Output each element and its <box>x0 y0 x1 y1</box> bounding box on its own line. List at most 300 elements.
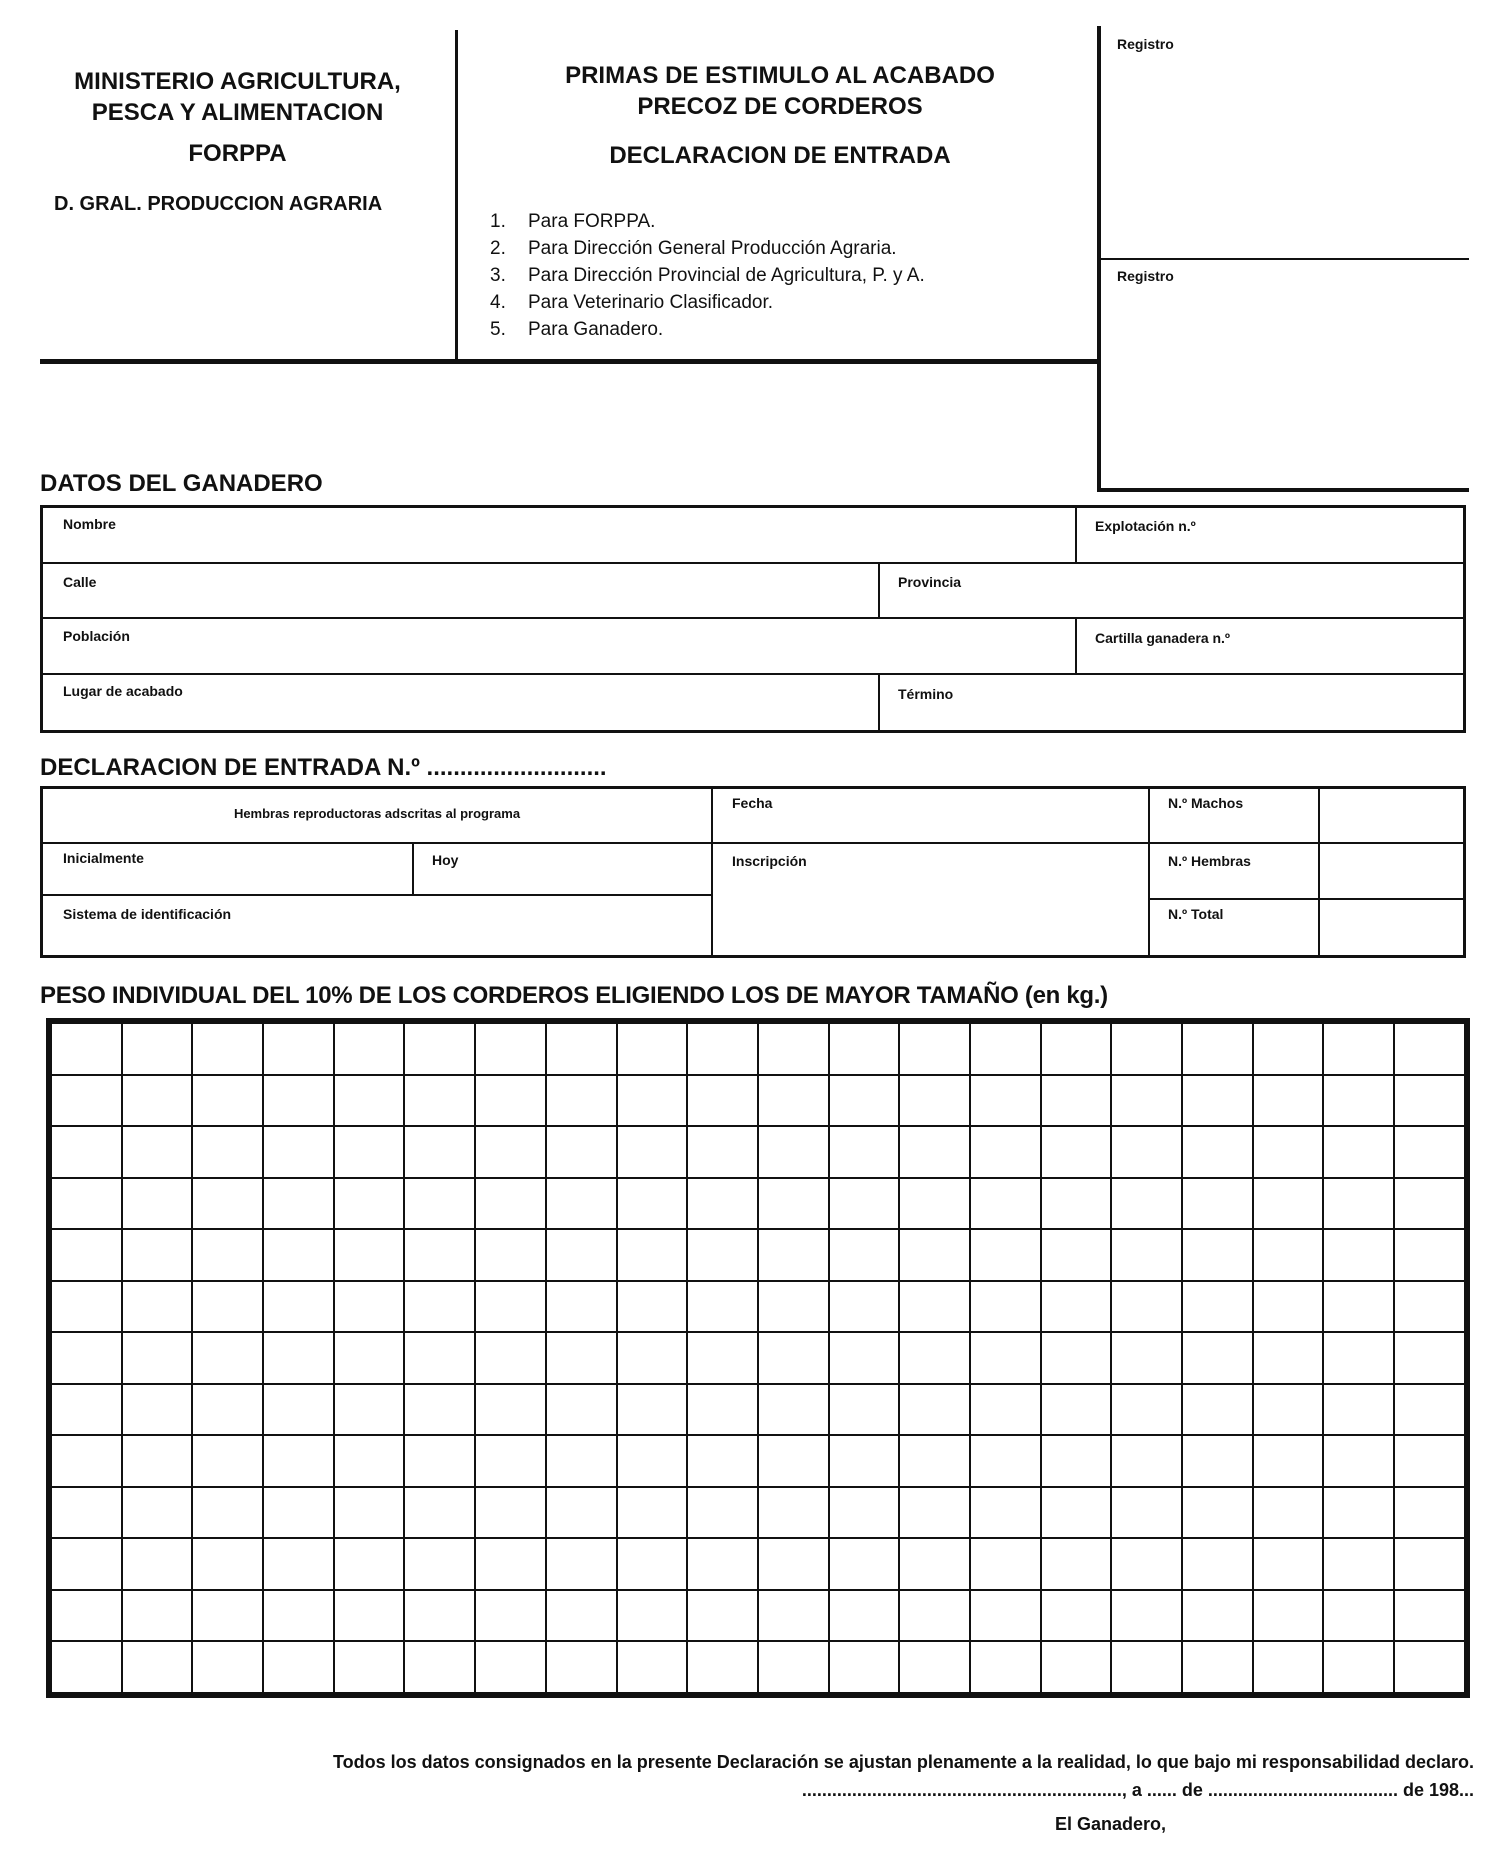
hembras-label: N.º Hembras <box>1168 853 1251 869</box>
peso-cell[interactable] <box>334 1281 405 1333</box>
peso-cell[interactable] <box>122 1178 193 1230</box>
peso-row <box>51 1487 1465 1539</box>
peso-cell[interactable] <box>51 1487 122 1539</box>
peso-cell[interactable] <box>404 1435 475 1487</box>
peso-cell[interactable] <box>1323 1641 1394 1693</box>
peso-cell[interactable] <box>475 1435 546 1487</box>
peso-cell[interactable] <box>617 1435 688 1487</box>
peso-cell[interactable] <box>1041 1332 1112 1384</box>
peso-cell[interactable] <box>263 1023 334 1075</box>
doc-type: DECLARACION DE ENTRADA <box>609 142 951 169</box>
peso-cell[interactable] <box>546 1023 617 1075</box>
peso-cell[interactable] <box>899 1590 970 1642</box>
peso-cell[interactable] <box>899 1178 970 1230</box>
peso-cell[interactable] <box>1253 1178 1324 1230</box>
peso-cell[interactable] <box>122 1023 193 1075</box>
peso-cell[interactable] <box>1394 1590 1465 1642</box>
peso-cell[interactable] <box>1111 1487 1182 1539</box>
sistema-identificacion-field[interactable] <box>63 924 703 952</box>
peso-cell[interactable] <box>1253 1538 1324 1590</box>
peso-cell[interactable] <box>899 1229 970 1281</box>
peso-cell[interactable] <box>1041 1178 1112 1230</box>
peso-cell[interactable] <box>192 1075 263 1127</box>
peso-cell[interactable] <box>404 1178 475 1230</box>
peso-cell[interactable] <box>899 1538 970 1590</box>
peso-cell[interactable] <box>970 1126 1041 1178</box>
peso-cell[interactable] <box>263 1126 334 1178</box>
peso-cell[interactable] <box>1394 1075 1465 1127</box>
peso-cell[interactable] <box>899 1023 970 1075</box>
peso-cell[interactable] <box>1182 1435 1253 1487</box>
peso-cell[interactable] <box>687 1075 758 1127</box>
total-field[interactable] <box>1322 902 1462 954</box>
peso-cell[interactable] <box>617 1229 688 1281</box>
peso-cell[interactable] <box>334 1641 405 1693</box>
peso-cell[interactable] <box>970 1641 1041 1693</box>
row-separator <box>713 842 1148 844</box>
peso-cell[interactable] <box>687 1023 758 1075</box>
peso-cell[interactable] <box>758 1487 829 1539</box>
peso-cell[interactable] <box>546 1590 617 1642</box>
peso-cell[interactable] <box>1394 1023 1465 1075</box>
peso-cell[interactable] <box>51 1538 122 1590</box>
peso-cell[interactable] <box>829 1538 900 1590</box>
peso-cell[interactable] <box>1253 1332 1324 1384</box>
peso-cell[interactable] <box>1111 1075 1182 1127</box>
peso-cell[interactable] <box>404 1075 475 1127</box>
peso-cell[interactable] <box>1182 1487 1253 1539</box>
peso-cell[interactable] <box>334 1538 405 1590</box>
peso-cell[interactable] <box>1182 1538 1253 1590</box>
peso-cell[interactable] <box>829 1126 900 1178</box>
peso-cell[interactable] <box>404 1641 475 1693</box>
peso-cell[interactable] <box>122 1538 193 1590</box>
peso-cell[interactable] <box>899 1126 970 1178</box>
peso-cell[interactable] <box>51 1281 122 1333</box>
peso-cell[interactable] <box>1253 1590 1324 1642</box>
peso-cell[interactable] <box>404 1126 475 1178</box>
peso-cell[interactable] <box>970 1281 1041 1333</box>
peso-cell[interactable] <box>546 1487 617 1539</box>
peso-cell[interactable] <box>334 1590 405 1642</box>
peso-cell[interactable] <box>899 1487 970 1539</box>
peso-cell[interactable] <box>1253 1435 1324 1487</box>
col-separator <box>878 674 880 730</box>
peso-cell[interactable] <box>1182 1178 1253 1230</box>
peso-cell[interactable] <box>1323 1178 1394 1230</box>
peso-cell[interactable] <box>970 1538 1041 1590</box>
peso-cell[interactable] <box>404 1023 475 1075</box>
peso-cell[interactable] <box>546 1384 617 1436</box>
peso-cell[interactable] <box>1323 1281 1394 1333</box>
peso-cell[interactable] <box>1041 1126 1112 1178</box>
peso-cell[interactable] <box>475 1178 546 1230</box>
peso-cell[interactable] <box>546 1126 617 1178</box>
peso-row <box>51 1538 1465 1590</box>
peso-cell[interactable] <box>617 1075 688 1127</box>
peso-cell[interactable] <box>334 1178 405 1230</box>
peso-cell[interactable] <box>263 1384 334 1436</box>
peso-cell[interactable] <box>1111 1641 1182 1693</box>
peso-cell[interactable] <box>546 1332 617 1384</box>
peso-cell[interactable] <box>122 1126 193 1178</box>
peso-cell[interactable] <box>1323 1384 1394 1436</box>
peso-cell[interactable] <box>758 1281 829 1333</box>
peso-cell[interactable] <box>1041 1281 1112 1333</box>
peso-cell[interactable] <box>546 1178 617 1230</box>
peso-cell[interactable] <box>1182 1126 1253 1178</box>
peso-cell[interactable] <box>1111 1590 1182 1642</box>
peso-cell[interactable] <box>334 1126 405 1178</box>
peso-cell[interactable] <box>263 1641 334 1693</box>
peso-cell[interactable] <box>1111 1538 1182 1590</box>
peso-cell[interactable] <box>1394 1435 1465 1487</box>
poblacion-label: Población <box>63 628 130 644</box>
peso-cell[interactable] <box>334 1023 405 1075</box>
peso-cell[interactable] <box>1041 1641 1112 1693</box>
peso-cell[interactable] <box>829 1487 900 1539</box>
peso-cell[interactable] <box>970 1178 1041 1230</box>
provincia-label: Provincia <box>898 574 962 590</box>
peso-cell[interactable] <box>758 1023 829 1075</box>
peso-cell[interactable] <box>1394 1281 1465 1333</box>
peso-cell[interactable] <box>829 1023 900 1075</box>
peso-cell[interactable] <box>192 1435 263 1487</box>
peso-cell[interactable] <box>758 1590 829 1642</box>
peso-cell[interactable] <box>970 1075 1041 1127</box>
place-date-line[interactable]: ................................................................, a ...... de ...................................... de 198... <box>801 1780 1474 1800</box>
peso-cell[interactable] <box>192 1023 263 1075</box>
peso-cell[interactable] <box>546 1229 617 1281</box>
peso-cell[interactable] <box>334 1435 405 1487</box>
peso-cell[interactable] <box>687 1435 758 1487</box>
peso-cell[interactable] <box>1182 1332 1253 1384</box>
peso-cell[interactable] <box>1111 1023 1182 1075</box>
peso-cell[interactable] <box>1041 1435 1112 1487</box>
col-separator <box>878 563 880 618</box>
peso-cell[interactable] <box>1394 1641 1465 1693</box>
peso-cell[interactable] <box>475 1487 546 1539</box>
peso-cell[interactable] <box>1323 1538 1394 1590</box>
peso-cell[interactable] <box>970 1590 1041 1642</box>
peso-cell[interactable] <box>829 1590 900 1642</box>
peso-cell[interactable] <box>263 1538 334 1590</box>
peso-cell[interactable] <box>404 1332 475 1384</box>
peso-cell[interactable] <box>1111 1126 1182 1178</box>
peso-cell[interactable] <box>1182 1075 1253 1127</box>
peso-cell[interactable] <box>758 1075 829 1127</box>
peso-cell[interactable] <box>617 1641 688 1693</box>
peso-cell[interactable] <box>617 1538 688 1590</box>
peso-cell[interactable] <box>475 1075 546 1127</box>
peso-cell[interactable] <box>51 1126 122 1178</box>
fecha-field[interactable] <box>732 813 1137 838</box>
peso-cell[interactable] <box>546 1538 617 1590</box>
peso-cell[interactable] <box>192 1281 263 1333</box>
peso-cell[interactable] <box>899 1435 970 1487</box>
machos-label: N.º Machos <box>1168 795 1244 811</box>
peso-cell[interactable] <box>334 1384 405 1436</box>
peso-cell[interactable] <box>51 1641 122 1693</box>
peso-cell[interactable] <box>687 1178 758 1230</box>
peso-cell[interactable] <box>475 1384 546 1436</box>
inscripcion-field[interactable] <box>732 872 1137 952</box>
peso-cell[interactable] <box>1041 1384 1112 1436</box>
lugar-acabado-field[interactable] <box>63 701 868 727</box>
peso-cell[interactable] <box>404 1281 475 1333</box>
explotacion-field[interactable] <box>1095 537 1455 559</box>
peso-cell[interactable] <box>829 1229 900 1281</box>
peso-cell[interactable] <box>829 1075 900 1127</box>
peso-cell[interactable] <box>617 1384 688 1436</box>
peso-row <box>51 1178 1465 1230</box>
peso-cell[interactable] <box>51 1229 122 1281</box>
termino-label: Término <box>898 686 954 702</box>
copy-item: 2. Para Dirección General Producción Agraria. <box>490 238 897 259</box>
peso-cell[interactable] <box>829 1384 900 1436</box>
peso-cell[interactable] <box>122 1590 193 1642</box>
peso-cell[interactable] <box>263 1332 334 1384</box>
peso-cell[interactable] <box>1111 1332 1182 1384</box>
peso-cell[interactable] <box>1253 1075 1324 1127</box>
peso-cell[interactable] <box>1323 1487 1394 1539</box>
peso-cell[interactable] <box>1111 1229 1182 1281</box>
peso-cell[interactable] <box>829 1641 900 1693</box>
peso-cell[interactable] <box>546 1281 617 1333</box>
peso-cell[interactable] <box>1394 1332 1465 1384</box>
peso-cell[interactable] <box>475 1229 546 1281</box>
registro-field-1[interactable] <box>1117 60 1457 255</box>
termino-field[interactable] <box>898 704 1453 728</box>
nombre-field[interactable] <box>63 535 1068 559</box>
peso-cell[interactable] <box>192 1641 263 1693</box>
peso-cell[interactable] <box>758 1538 829 1590</box>
poblacion-field[interactable] <box>63 646 1068 670</box>
peso-cell[interactable] <box>829 1178 900 1230</box>
peso-cell[interactable] <box>404 1384 475 1436</box>
peso-cell[interactable] <box>1253 1126 1324 1178</box>
peso-cell[interactable] <box>617 1281 688 1333</box>
peso-cell[interactable] <box>758 1229 829 1281</box>
peso-cell[interactable] <box>1323 1075 1394 1127</box>
peso-cell[interactable] <box>51 1332 122 1384</box>
peso-cell[interactable] <box>617 1126 688 1178</box>
peso-cell[interactable] <box>122 1075 193 1127</box>
peso-cell[interactable] <box>122 1435 193 1487</box>
peso-cell[interactable] <box>51 1075 122 1127</box>
provincia-field[interactable] <box>898 592 1453 614</box>
peso-cell[interactable] <box>1253 1023 1324 1075</box>
peso-cell[interactable] <box>404 1590 475 1642</box>
peso-cell[interactable] <box>1394 1178 1465 1230</box>
peso-cell[interactable] <box>263 1229 334 1281</box>
peso-cell[interactable] <box>687 1487 758 1539</box>
peso-cell[interactable] <box>829 1435 900 1487</box>
hembras-field[interactable] <box>1322 846 1462 896</box>
peso-cell[interactable] <box>687 1332 758 1384</box>
cartilla-label: Cartilla ganadera n.º <box>1095 630 1231 646</box>
peso-cell[interactable] <box>192 1538 263 1590</box>
peso-cell[interactable] <box>546 1435 617 1487</box>
peso-cell[interactable] <box>263 1281 334 1333</box>
peso-cell[interactable] <box>475 1332 546 1384</box>
peso-cell[interactable] <box>334 1229 405 1281</box>
peso-cell[interactable] <box>758 1178 829 1230</box>
peso-cell[interactable] <box>263 1590 334 1642</box>
peso-cell[interactable] <box>51 1023 122 1075</box>
peso-cell[interactable] <box>122 1281 193 1333</box>
peso-cell[interactable] <box>829 1281 900 1333</box>
peso-cell[interactable] <box>1394 1126 1465 1178</box>
peso-cell[interactable] <box>404 1538 475 1590</box>
peso-cell[interactable] <box>1394 1538 1465 1590</box>
peso-cell[interactable] <box>758 1435 829 1487</box>
peso-cell[interactable] <box>1182 1229 1253 1281</box>
peso-cell[interactable] <box>687 1590 758 1642</box>
peso-cell[interactable] <box>404 1229 475 1281</box>
peso-cell[interactable] <box>617 1487 688 1539</box>
peso-cell[interactable] <box>829 1332 900 1384</box>
cartilla-field[interactable] <box>1095 648 1455 670</box>
peso-cell[interactable] <box>758 1126 829 1178</box>
peso-cell[interactable] <box>1394 1384 1465 1436</box>
peso-cell[interactable] <box>546 1641 617 1693</box>
peso-cell[interactable] <box>687 1281 758 1333</box>
peso-cell[interactable] <box>263 1075 334 1127</box>
peso-cell[interactable] <box>970 1384 1041 1436</box>
peso-row <box>51 1332 1465 1384</box>
peso-cell[interactable] <box>122 1487 193 1539</box>
peso-cell[interactable] <box>758 1384 829 1436</box>
peso-cell[interactable] <box>687 1538 758 1590</box>
peso-cell[interactable] <box>1323 1590 1394 1642</box>
peso-cell[interactable] <box>51 1178 122 1230</box>
peso-cell[interactable] <box>617 1590 688 1642</box>
peso-cell[interactable] <box>758 1641 829 1693</box>
peso-cell[interactable] <box>970 1023 1041 1075</box>
peso-cell[interactable] <box>1041 1590 1112 1642</box>
peso-cell[interactable] <box>51 1384 122 1436</box>
peso-cell[interactable] <box>546 1075 617 1127</box>
peso-cell[interactable] <box>1323 1023 1394 1075</box>
declaration-statement: Todos los datos consignados en la presente Declaración se ajustan plenamente a la realidad, lo que bajo mi responsabilidad declaro. <box>333 1752 1474 1772</box>
inicialmente-field[interactable] <box>63 868 403 890</box>
peso-cell[interactable] <box>192 1487 263 1539</box>
peso-cell[interactable] <box>263 1487 334 1539</box>
peso-cell[interactable] <box>970 1229 1041 1281</box>
peso-cell[interactable] <box>1253 1384 1324 1436</box>
peso-cell[interactable] <box>1111 1281 1182 1333</box>
peso-cell[interactable] <box>1323 1229 1394 1281</box>
peso-cell[interactable] <box>1182 1384 1253 1436</box>
peso-cell[interactable] <box>1323 1126 1394 1178</box>
hoy-label: Hoy <box>432 852 459 868</box>
peso-cell[interactable] <box>192 1384 263 1436</box>
peso-cell[interactable] <box>475 1641 546 1693</box>
peso-cell[interactable] <box>192 1126 263 1178</box>
peso-cell[interactable] <box>122 1641 193 1693</box>
peso-cell[interactable] <box>758 1332 829 1384</box>
peso-cell[interactable] <box>617 1178 688 1230</box>
machos-field[interactable] <box>1322 790 1462 840</box>
peso-cell[interactable] <box>899 1281 970 1333</box>
peso-cell[interactable] <box>475 1281 546 1333</box>
copies-list <box>490 208 925 343</box>
peso-cell[interactable] <box>122 1384 193 1436</box>
peso-cell[interactable] <box>475 1590 546 1642</box>
calle-field[interactable] <box>63 592 868 614</box>
peso-cell[interactable] <box>687 1384 758 1436</box>
peso-cell[interactable] <box>970 1487 1041 1539</box>
peso-cell[interactable] <box>899 1332 970 1384</box>
peso-cell[interactable] <box>475 1126 546 1178</box>
peso-cell[interactable] <box>1182 1281 1253 1333</box>
nombre-label: Nombre <box>63 516 116 532</box>
peso-cell[interactable] <box>617 1023 688 1075</box>
peso-cell[interactable] <box>192 1229 263 1281</box>
peso-cell[interactable] <box>1394 1229 1465 1281</box>
peso-cell[interactable] <box>263 1178 334 1230</box>
peso-cell[interactable] <box>899 1075 970 1127</box>
peso-cell[interactable] <box>970 1435 1041 1487</box>
peso-cell[interactable] <box>1111 1178 1182 1230</box>
peso-cell[interactable] <box>687 1641 758 1693</box>
peso-cell[interactable] <box>1041 1487 1112 1539</box>
peso-cell[interactable] <box>475 1538 546 1590</box>
peso-cell[interactable] <box>1041 1075 1112 1127</box>
registro-field-2[interactable] <box>1117 290 1457 485</box>
peso-cell[interactable] <box>192 1590 263 1642</box>
peso-cell[interactable] <box>122 1229 193 1281</box>
peso-cell[interactable] <box>334 1332 405 1384</box>
peso-cell[interactable] <box>1111 1435 1182 1487</box>
peso-cell[interactable] <box>1253 1281 1324 1333</box>
peso-cell[interactable] <box>1253 1641 1324 1693</box>
peso-cell[interactable] <box>475 1023 546 1075</box>
col-separator <box>1148 789 1150 955</box>
peso-cell[interactable] <box>1323 1435 1394 1487</box>
peso-cell[interactable] <box>1041 1538 1112 1590</box>
peso-cell[interactable] <box>263 1435 334 1487</box>
peso-cell[interactable] <box>334 1487 405 1539</box>
peso-cell[interactable] <box>404 1487 475 1539</box>
peso-cell[interactable] <box>617 1332 688 1384</box>
peso-cell[interactable] <box>1182 1023 1253 1075</box>
peso-cell[interactable] <box>970 1332 1041 1384</box>
peso-cell[interactable] <box>1041 1229 1112 1281</box>
peso-cell[interactable] <box>51 1590 122 1642</box>
peso-cell[interactable] <box>1182 1641 1253 1693</box>
peso-cell[interactable] <box>1323 1332 1394 1384</box>
peso-cell[interactable] <box>1111 1384 1182 1436</box>
peso-cell[interactable] <box>1041 1023 1112 1075</box>
peso-cell[interactable] <box>1182 1590 1253 1642</box>
peso-cell[interactable] <box>51 1435 122 1487</box>
peso-section-title: PESO INDIVIDUAL DEL 10% DE LOS CORDEROS ELIGIENDO LOS DE MAYOR TAMAÑO (en kg.) <box>40 982 1108 1009</box>
peso-cell[interactable] <box>687 1229 758 1281</box>
peso-cell[interactable] <box>899 1641 970 1693</box>
peso-cell[interactable] <box>1394 1487 1465 1539</box>
peso-cell[interactable] <box>1253 1229 1324 1281</box>
peso-cell[interactable] <box>122 1332 193 1384</box>
peso-cell[interactable] <box>687 1126 758 1178</box>
hoy-field[interactable] <box>432 870 702 890</box>
peso-cell[interactable] <box>899 1384 970 1436</box>
peso-cell[interactable] <box>334 1075 405 1127</box>
peso-cell[interactable] <box>192 1332 263 1384</box>
peso-cell[interactable] <box>1253 1487 1324 1539</box>
peso-cell[interactable] <box>192 1178 263 1230</box>
